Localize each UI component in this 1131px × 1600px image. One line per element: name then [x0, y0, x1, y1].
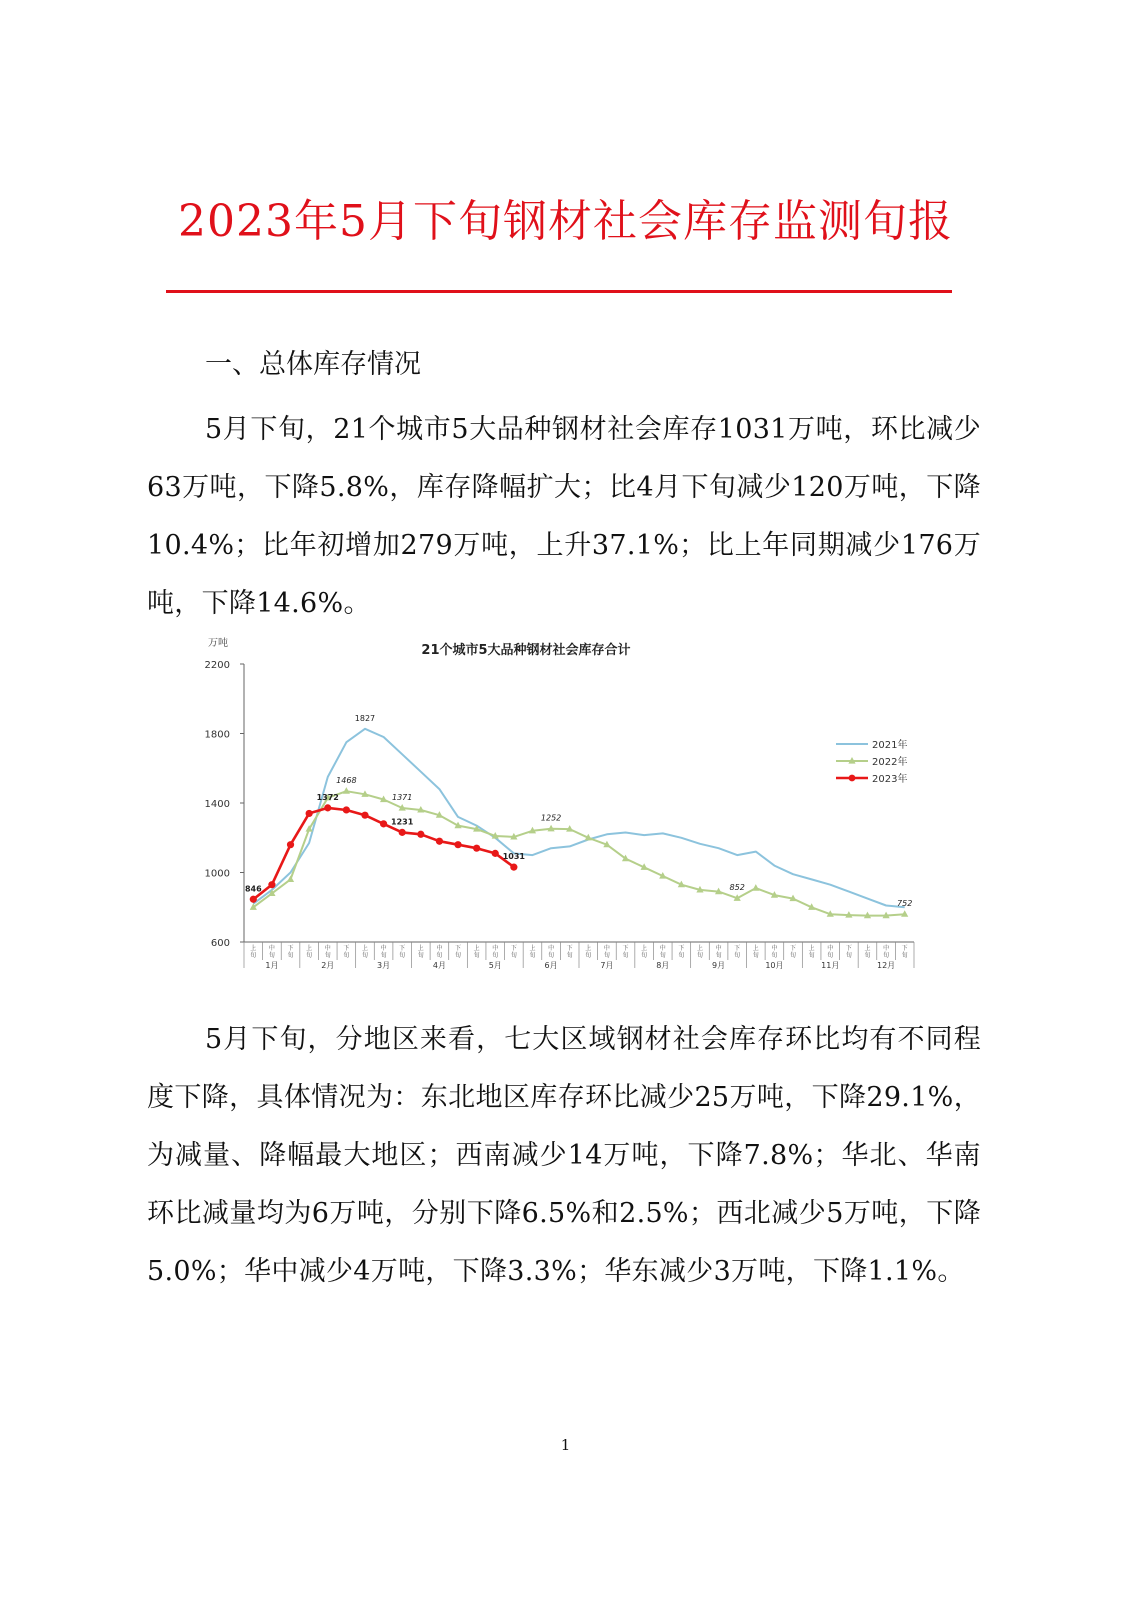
x-period-label: 中	[603, 945, 610, 952]
y-axis-unit: 万吨	[208, 638, 228, 649]
x-period-label: 旬	[845, 952, 852, 959]
data-label-2023年: 1031	[502, 852, 525, 862]
legend-label-2022年: 2022年	[872, 757, 908, 768]
data-label-2023年: 846	[244, 884, 262, 894]
x-month-label: 12月	[876, 961, 896, 970]
data-point-2023年	[250, 896, 257, 903]
x-period-label: 下	[734, 945, 741, 952]
x-period-label: 旬	[473, 952, 480, 959]
data-point-2023年	[324, 804, 331, 811]
x-month-label: 4月	[432, 961, 446, 970]
x-period-label: 中	[771, 945, 778, 952]
data-label-2022年: 752	[897, 899, 913, 909]
x-period-label: 旬	[268, 952, 275, 959]
y-tick-label: 1000	[204, 868, 230, 880]
x-period-label: 下	[901, 945, 908, 952]
x-period-label: 旬	[548, 952, 555, 959]
section-heading: 一、总体库存情况	[205, 349, 421, 380]
x-period-label: 下	[287, 945, 294, 952]
data-point-2023年	[399, 829, 406, 836]
x-month-label: 3月	[377, 961, 391, 970]
chart-title: 21个城市5大品种钢材社会库存合计	[421, 643, 631, 658]
data-point-2023年	[361, 812, 368, 819]
data-label-2023年: 1372	[316, 792, 339, 802]
x-period-label: 中	[827, 945, 834, 952]
x-period-label: 下	[399, 945, 406, 952]
x-month-label: 11月	[821, 961, 840, 970]
x-month-label: 2月	[321, 961, 335, 970]
data-point-2022年	[343, 787, 350, 794]
x-period-label: 旬	[399, 952, 406, 959]
x-period-label: 中	[324, 945, 331, 952]
x-month-label: 9月	[712, 961, 726, 970]
x-period-label: 旬	[492, 952, 499, 959]
series-line-2022年	[253, 791, 904, 915]
document-title: 2023年5月下旬钢材社会库存监测旬报	[178, 196, 953, 247]
x-period-label: 旬	[641, 952, 648, 959]
x-period-label: 旬	[864, 952, 871, 959]
x-period-label: 中	[548, 945, 555, 952]
data-point-2023年	[473, 845, 480, 852]
data-label-2021年: 1827	[354, 713, 376, 723]
x-period-label: 中	[659, 945, 666, 952]
x-period-label: 旬	[771, 952, 778, 959]
data-point-2022年	[752, 884, 759, 891]
x-period-label: 旬	[529, 952, 536, 959]
x-period-label: 中	[436, 945, 443, 952]
x-month-label: 6月	[544, 961, 558, 970]
data-label-2022年: 1371	[392, 793, 413, 803]
legend-label-2023年: 2023年	[872, 774, 908, 785]
x-period-label: 上	[864, 945, 871, 952]
x-period-label: 下	[455, 945, 462, 952]
x-period-label: 上	[696, 945, 703, 952]
data-point-2023年	[436, 838, 443, 845]
data-point-2023年	[268, 881, 275, 888]
x-month-label: 10月	[765, 961, 784, 970]
data-point-2023年	[417, 831, 424, 838]
data-label-2023年: 1231	[391, 817, 414, 827]
data-label-2022年: 1468	[336, 776, 357, 786]
inventory-line-chart	[196, 632, 926, 977]
data-point-2023年	[492, 850, 499, 857]
legend-label-2021年: 2021年	[872, 740, 908, 751]
x-period-label: 上	[529, 945, 536, 952]
x-period-label: 旬	[696, 952, 703, 959]
paragraph-regional	[147, 1011, 981, 1301]
x-period-label: 旬	[380, 952, 387, 959]
data-point-2023年	[380, 820, 387, 827]
data-label-2022年: 1252	[540, 813, 562, 823]
x-period-label: 中	[268, 945, 275, 952]
x-period-label: 旬	[250, 952, 257, 959]
x-period-label: 旬	[287, 952, 294, 959]
x-period-label: 上	[250, 945, 257, 952]
x-period-label: 旬	[808, 952, 815, 959]
paragraph-overall-text: 5月下旬，21个城市5大品种钢材社会库存1031万吨，环比减少63万吨，下降5.8%，库存降幅扩大；比4月下旬减少120万吨，下降10.4%；比年初增加279万吨，上升37.1%；比上年同期减少176万吨，下降14.6%。	[147, 414, 981, 619]
x-period-label: 上	[808, 945, 815, 952]
x-period-label: 旬	[417, 952, 424, 959]
x-period-label: 旬	[455, 952, 462, 959]
x-period-label: 旬	[585, 952, 592, 959]
x-period-label: 下	[678, 945, 685, 952]
x-month-label: 7月	[600, 961, 614, 970]
x-period-label: 中	[715, 945, 722, 952]
data-point-2023年	[306, 810, 313, 817]
x-period-label: 下	[790, 945, 797, 952]
data-point-2023年	[287, 841, 294, 848]
x-period-label: 中	[380, 945, 387, 952]
data-point-2023年	[343, 806, 350, 813]
x-period-label: 旬	[901, 952, 908, 959]
x-period-label: 旬	[659, 952, 666, 959]
x-period-label: 旬	[361, 952, 368, 959]
data-label-2022年: 852	[729, 883, 745, 893]
x-period-label: 旬	[715, 952, 722, 959]
y-tick-label: 1800	[204, 729, 230, 741]
x-period-label: 旬	[436, 952, 443, 959]
x-period-label: 上	[585, 945, 592, 952]
series-line-2021年	[253, 729, 904, 908]
title-divider	[166, 290, 952, 293]
x-period-label: 旬	[343, 952, 350, 959]
x-period-label: 下	[566, 945, 573, 952]
x-period-label: 下	[510, 945, 517, 952]
x-period-label: 旬	[734, 952, 741, 959]
data-point-2023年	[510, 864, 517, 871]
x-period-label: 旬	[603, 952, 610, 959]
x-period-label: 旬	[510, 952, 517, 959]
x-period-label: 上	[361, 945, 368, 952]
x-month-label: 5月	[488, 961, 502, 970]
x-period-label: 下	[343, 945, 350, 952]
x-period-label: 上	[473, 945, 480, 952]
x-period-label: 旬	[678, 952, 685, 959]
x-period-label: 旬	[306, 952, 313, 959]
x-month-label: 1月	[265, 961, 279, 970]
x-period-label: 上	[417, 945, 424, 952]
x-period-label: 上	[752, 945, 759, 952]
x-period-label: 旬	[883, 952, 890, 959]
x-month-label: 8月	[656, 961, 670, 970]
paragraph-overall	[147, 401, 981, 633]
x-period-label: 旬	[827, 952, 834, 959]
x-period-label: 下	[845, 945, 852, 952]
x-period-label: 上	[306, 945, 313, 952]
y-tick-label: 1400	[204, 799, 230, 810]
x-period-label: 上	[641, 945, 648, 952]
data-point-2023年	[454, 841, 461, 848]
x-period-label: 旬	[622, 952, 629, 959]
legend-marker-2023年	[849, 775, 856, 782]
x-period-label: 旬	[790, 952, 797, 959]
page-number: 1	[560, 1436, 571, 1454]
y-tick-label: 600	[210, 938, 230, 949]
x-period-label: 旬	[324, 952, 331, 959]
x-period-label: 中	[492, 945, 499, 952]
paragraph-regional-text: 5月下旬，分地区来看，七大区域钢材社会库存环比均有不同程度下降，具体情况为：东北地区库存环比减少25万吨，下降29.1%，为减量、降幅最大地区；西南减少14万吨，下降7.8%；华北、华南环比减量均为6万吨，分别下降6.5%和2.5%；西北减少5万吨，下降5.0%；华中减少4万吨，下降3.3%；华东减少3万吨，下降1.1%。	[147, 1024, 981, 1287]
x-period-label: 中	[883, 945, 890, 952]
x-period-label: 旬	[566, 952, 573, 959]
x-period-label: 下	[622, 945, 629, 952]
data-point-2022年	[287, 875, 294, 882]
x-period-label: 旬	[752, 952, 759, 959]
y-tick-label: 2200	[204, 660, 230, 671]
